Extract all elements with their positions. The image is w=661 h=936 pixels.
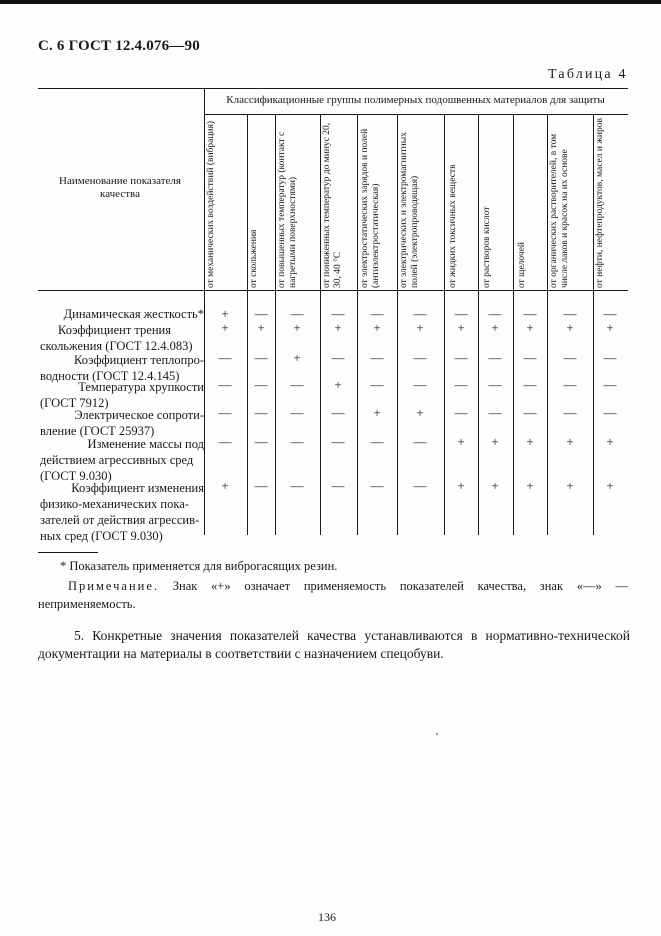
table-cell-mark: —: [290, 377, 304, 392]
row-name-line: действием агрессивных сред: [40, 453, 194, 467]
table-cell-mark: +: [257, 320, 265, 335]
column-header-low-temperature: от пониженных температур до минус 20, 30, 40 °С: [322, 122, 343, 288]
table-cell-mark: —: [290, 306, 304, 321]
footnote-rule: [38, 552, 98, 553]
table-cell-mark: —: [218, 377, 232, 392]
row-name-line: вление (ГОСТ 25937): [40, 424, 155, 438]
table-cell-mark: —: [603, 377, 617, 392]
table-cell-mark: +: [606, 478, 614, 493]
table-cell-mark: +: [221, 320, 229, 335]
name-column-header: Наименование показателя качества: [59, 175, 181, 200]
header-bottom-rule: [38, 290, 628, 291]
table-cell-mark: —: [331, 405, 345, 420]
table-cell-mark: —: [331, 478, 345, 493]
column-divider: [247, 114, 248, 535]
table-cell-mark: —: [370, 350, 384, 365]
row-name-line: Электрическое сопроти-: [74, 408, 204, 422]
column-divider: [513, 114, 514, 535]
column-header-toxic-liquids: от жидких токсичных веществ: [448, 164, 458, 288]
table-cell-mark: —: [523, 405, 537, 420]
row-name-line: Коэффициент теплопро-: [74, 353, 204, 367]
column-header-electrostatic: от электростатических зарядов и полей (антиэлектростатическая): [360, 128, 381, 288]
table-cell-mark: —: [331, 350, 345, 365]
row-name-line: Динамическая жесткость*: [63, 307, 204, 321]
column-divider: [593, 114, 594, 535]
table-cell-mark: +: [416, 320, 424, 335]
row-name-line: Коэффициент изменения: [71, 481, 204, 495]
column-divider: [320, 114, 321, 535]
table-cell-mark: +: [221, 478, 229, 493]
row-name-line: Коэффициент трения: [58, 323, 171, 337]
table-cell-mark: —: [454, 306, 468, 321]
table-cell-mark: +: [293, 350, 301, 365]
page-number: 136: [318, 910, 336, 924]
footnote: * Показатель применяется для виброгасящих резин.: [60, 559, 338, 573]
table-cell-mark: +: [526, 320, 534, 335]
column-header-sliding: от скольжения: [249, 229, 259, 288]
table-cell-mark: —: [254, 478, 268, 493]
table-cell-mark: —: [413, 350, 427, 365]
table-cell-mark: +: [606, 434, 614, 449]
table-cell-mark: +: [334, 320, 342, 335]
table-cell-mark: —: [413, 306, 427, 321]
column-divider: [547, 114, 548, 535]
table-cell-mark: —: [488, 306, 502, 321]
column-header-organic-solvents: от органических растворителей, в том числе лаков и красок на их основе: [549, 133, 570, 288]
page-header: С. 6 ГОСТ 12.4.076—90: [38, 38, 200, 54]
table-cell-mark: —: [563, 306, 577, 321]
column-divider: [357, 114, 358, 535]
row-name-line: водности (ГОСТ 12.4.145): [40, 369, 180, 383]
table-cell-mark: +: [457, 320, 465, 335]
table-cell-mark: —: [563, 377, 577, 392]
table-cell-mark: —: [370, 434, 384, 449]
table-cell-mark: +: [566, 478, 574, 493]
table-cell-mark: —: [523, 306, 537, 321]
table-cell-mark: +: [526, 434, 534, 449]
table-cell-mark: —: [370, 377, 384, 392]
table-cell-mark: +: [416, 405, 424, 420]
table-cell-mark: +: [526, 478, 534, 493]
table-cell-mark: —: [488, 377, 502, 392]
table-top-rule: [38, 88, 628, 89]
column-header-oil-products: от нефти, нефтепродуктов, масел и жиров: [595, 118, 605, 288]
row-name-line: физико-механических пока-: [40, 497, 189, 511]
name-column-divider: [204, 88, 205, 535]
column-header-acids: от растворов кислот: [482, 206, 492, 288]
scan-speck: [436, 733, 438, 735]
paragraph-5: 5. Конкретные значения показателей качества устанавливаются в нормативно-технической документации на материалы в соответствии с назначением спецобуви.: [38, 628, 630, 661]
row-name-line: ных сред (ГОСТ 9.030): [40, 529, 163, 543]
table-cell-mark: —: [254, 350, 268, 365]
table-cell-mark: +: [566, 320, 574, 335]
table-cell-mark: —: [290, 405, 304, 420]
row-name-friction-coefficient: [40, 322, 204, 354]
row-name-line: скольжения (ГОСТ 12.4.083): [40, 339, 193, 353]
table-cell-mark: —: [454, 405, 468, 420]
table-cell-mark: —: [454, 377, 468, 392]
table-cell-mark: —: [218, 434, 232, 449]
table-cell-mark: —: [290, 434, 304, 449]
row-name-electrical-resistance: [40, 407, 204, 439]
table-cell-mark: —: [563, 405, 577, 420]
table-cell-mark: +: [457, 478, 465, 493]
group-header: Классификационные группы полимерных подошвенных материалов для защиты: [226, 94, 605, 106]
column-divider: [397, 114, 398, 535]
note-text: Знак «+» означает применяемость показателей качества, знак «—» — неприменяемость.: [38, 579, 628, 611]
table-cell-mark: +: [373, 405, 381, 420]
row-name-physico-mechanical-change: [40, 480, 204, 544]
table-cell-mark: —: [331, 306, 345, 321]
table-cell-mark: —: [523, 350, 537, 365]
column-divider: [275, 114, 276, 535]
row-name-mass-change: [40, 436, 204, 484]
table-cell-mark: —: [413, 377, 427, 392]
row-name-line: (ГОСТ 9.030): [40, 469, 112, 483]
row-name-line: Изменение массы под: [87, 437, 204, 451]
column-header-high-temperature: от повышенных температур (контакт с нагретыми поверхностями): [277, 131, 298, 288]
table-cell-mark: —: [454, 350, 468, 365]
table-cell-mark: —: [603, 405, 617, 420]
table-cell-mark: —: [218, 405, 232, 420]
table-cell-mark: +: [457, 434, 465, 449]
table-cell-mark: —: [290, 478, 304, 493]
table-cell-mark: —: [488, 350, 502, 365]
table-cell-mark: —: [603, 350, 617, 365]
table-cell-mark: —: [254, 377, 268, 392]
table-cell-mark: +: [491, 478, 499, 493]
row-name-line: зателей от действия агрессив-: [40, 513, 200, 527]
table-cell-mark: —: [523, 377, 537, 392]
column-header-electromagnetic: от электрических и электромагнитных полей (электропроводящая): [399, 132, 420, 288]
table-cell-mark: —: [254, 306, 268, 321]
table-caption: Таблица 4: [548, 67, 628, 82]
column-divider: [478, 114, 479, 535]
row-name-dynamic-stiffness: [40, 306, 204, 322]
table-cell-mark: —: [331, 434, 345, 449]
table-cell-mark: +: [373, 320, 381, 335]
table-cell-mark: +: [566, 434, 574, 449]
note-label: Примечание.: [68, 579, 160, 593]
top-border-rule: [0, 0, 661, 4]
table-cell-mark: —: [413, 434, 427, 449]
table-cell-mark: +: [221, 306, 229, 321]
table-cell-mark: —: [370, 478, 384, 493]
table-cell-mark: —: [603, 306, 617, 321]
row-name-line: Температура хрупкости: [78, 380, 204, 394]
table-cell-mark: —: [370, 306, 384, 321]
table-cell-mark: —: [413, 478, 427, 493]
table-cell-mark: —: [254, 434, 268, 449]
note: [38, 577, 628, 613]
table-cell-mark: —: [218, 350, 232, 365]
group-header-rule: [204, 114, 628, 115]
table-cell-mark: —: [488, 405, 502, 420]
table-cell-mark: +: [491, 320, 499, 335]
table-cell-mark: +: [334, 377, 342, 392]
table-cell-mark: +: [293, 320, 301, 335]
column-header-mechanical: от механических воздействий (вибрация): [206, 120, 216, 288]
table-cell-mark: +: [491, 434, 499, 449]
row-name-line: (ГОСТ 7912): [40, 396, 109, 410]
column-header-alkalis: от щелочей: [517, 241, 527, 288]
column-divider: [444, 114, 445, 535]
table-cell-mark: +: [606, 320, 614, 335]
table-cell-mark: —: [563, 350, 577, 365]
table-cell-mark: —: [254, 405, 268, 420]
